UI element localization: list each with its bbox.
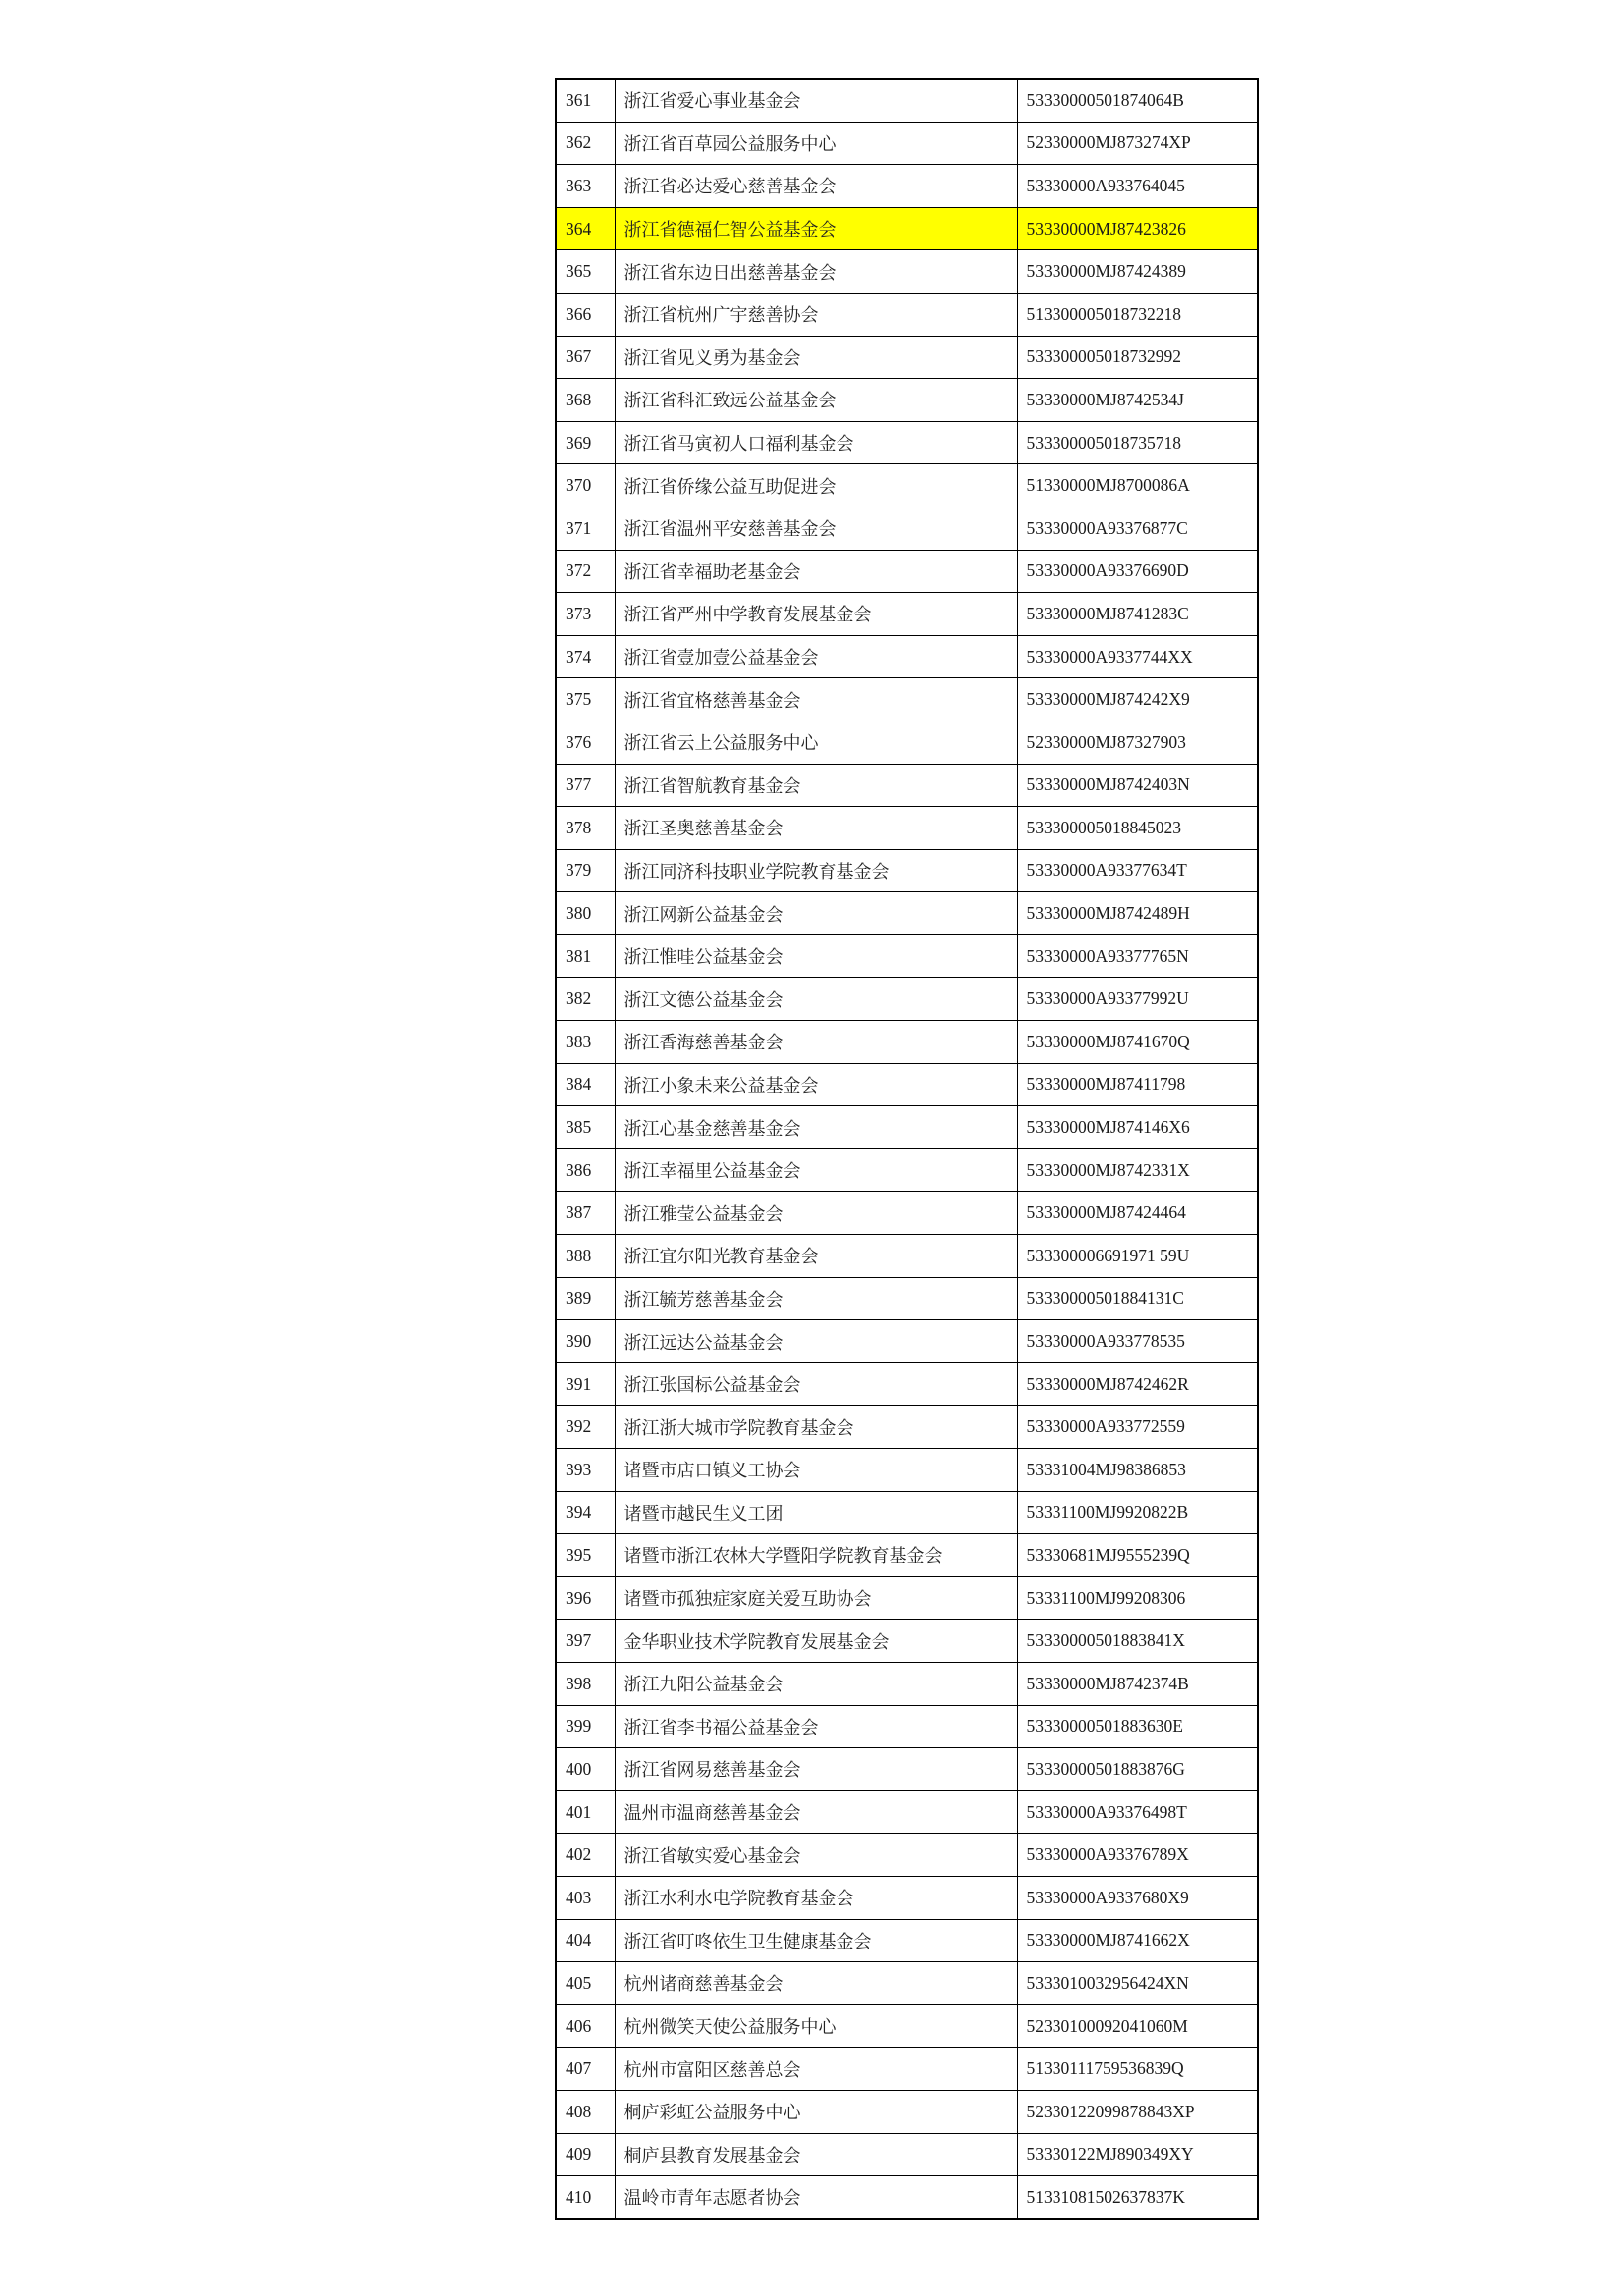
- table-row: [556, 464, 1258, 507]
- credit-code-cell: 53330000A9337744XX: [1017, 635, 1258, 678]
- row-number-cell: 394: [556, 1491, 615, 1534]
- table-row: [556, 379, 1258, 422]
- organization-name-cell: 浙江幸福里公益基金会: [615, 1148, 1017, 1192]
- organization-name-cell: 浙江毓芳慈善基金会: [615, 1277, 1017, 1320]
- row-number-cell: 364: [556, 207, 615, 250]
- credit-code-cell: 53330000MJ87411798: [1017, 1063, 1258, 1106]
- credit-code-cell: 53330681MJ9555239Q: [1017, 1534, 1258, 1577]
- table-row: [556, 165, 1258, 208]
- table-row: [556, 892, 1258, 935]
- credit-code-cell: 533300005018735718: [1017, 421, 1258, 464]
- row-number-cell: 379: [556, 849, 615, 892]
- credit-code-cell: 53330000501884131C: [1017, 1277, 1258, 1320]
- organization-name-cell: 诸暨市孤独症家庭关爱互助协会: [615, 1576, 1017, 1620]
- credit-code-cell: 53330000MJ8742331X: [1017, 1148, 1258, 1192]
- table-row: [556, 2090, 1258, 2133]
- table-row: [556, 1106, 1258, 1149]
- table-row: [556, 934, 1258, 978]
- row-number-cell: 384: [556, 1063, 615, 1106]
- organization-name-cell: 浙江水利水电学院教育基金会: [615, 1876, 1017, 1919]
- row-number-cell: 388: [556, 1235, 615, 1278]
- row-number-cell: 402: [556, 1834, 615, 1877]
- table-row: [556, 1362, 1258, 1406]
- credit-code-cell: 53330000501883630E: [1017, 1705, 1258, 1748]
- credit-code-cell: 53330000A933772559: [1017, 1406, 1258, 1449]
- row-number-cell: 383: [556, 1021, 615, 1064]
- organization-name-cell: 浙江省宜格慈善基金会: [615, 678, 1017, 721]
- organization-name-cell: 浙江省温州平安慈善基金会: [615, 507, 1017, 550]
- table-row: [556, 678, 1258, 721]
- table-row: [556, 593, 1258, 636]
- row-number-cell: 392: [556, 1406, 615, 1449]
- organization-name-cell: 浙江省幸福助老基金会: [615, 550, 1017, 593]
- table-row: [556, 1449, 1258, 1492]
- table-row: [556, 635, 1258, 678]
- row-number-cell: 404: [556, 1919, 615, 1962]
- organization-name-cell: 诸暨市店口镇义工协会: [615, 1449, 1017, 1492]
- row-number-cell: 409: [556, 2133, 615, 2176]
- organization-name-cell: 诸暨市浙江农林大学暨阳学院教育基金会: [615, 1534, 1017, 1577]
- table-row: [556, 1620, 1258, 1663]
- organization-name-cell: 浙江省网易慈善基金会: [615, 1748, 1017, 1791]
- credit-code-cell: 51330111759536839Q: [1017, 2048, 1258, 2091]
- credit-code-cell: 53330122MJ890349XY: [1017, 2133, 1258, 2176]
- organization-name-cell: 杭州微笑天使公益服务中心: [615, 2004, 1017, 2048]
- table-row: [556, 1790, 1258, 1834]
- credit-code-cell: 53330000MJ8742374B: [1017, 1662, 1258, 1705]
- table-row: [556, 2133, 1258, 2176]
- row-number-cell: 391: [556, 1362, 615, 1406]
- organization-name-cell: 浙江惟哇公益基金会: [615, 934, 1017, 978]
- organization-name-cell: 浙江省必达爱心慈善基金会: [615, 165, 1017, 208]
- organization-name-cell: 浙江香海慈善基金会: [615, 1021, 1017, 1064]
- row-number-cell: 408: [556, 2090, 615, 2133]
- credit-code-cell: 53330000MJ8742403N: [1017, 764, 1258, 807]
- organization-name-cell: 浙江省壹加壹公益基金会: [615, 635, 1017, 678]
- table-row: [556, 1662, 1258, 1705]
- credit-code-cell: 53330000MJ8741662X: [1017, 1919, 1258, 1962]
- row-number-cell: 366: [556, 293, 615, 336]
- organization-name-cell: 浙江省云上公益服务中心: [615, 721, 1017, 764]
- credit-code-cell: 53330000MJ8741670Q: [1017, 1021, 1258, 1064]
- row-number-cell: 405: [556, 1962, 615, 2005]
- row-number-cell: 363: [556, 165, 615, 208]
- row-number-cell: 387: [556, 1192, 615, 1235]
- table-row: [556, 1406, 1258, 1449]
- organization-name-cell: 浙江同济科技职业学院教育基金会: [615, 849, 1017, 892]
- organization-name-cell: 浙江省敏实爱心基金会: [615, 1834, 1017, 1877]
- credit-code-cell: 533300005018732992: [1017, 336, 1258, 379]
- row-number-cell: 382: [556, 978, 615, 1021]
- organization-name-cell: 浙江省杭州广宇慈善协会: [615, 293, 1017, 336]
- organization-name-cell: 浙江省东边日出慈善基金会: [615, 250, 1017, 294]
- organization-name-cell: 温州市温商慈善基金会: [615, 1790, 1017, 1834]
- row-number-cell: 398: [556, 1662, 615, 1705]
- table-row: [556, 721, 1258, 764]
- organization-name-cell: 浙江省德福仁智公益基金会: [615, 207, 1017, 250]
- credit-code-cell: 52330000MJ87327903: [1017, 721, 1258, 764]
- row-number-cell: 377: [556, 764, 615, 807]
- organization-name-cell: 浙江圣奥慈善基金会: [615, 807, 1017, 850]
- credit-code-cell: 53330000A93377634T: [1017, 849, 1258, 892]
- organization-name-cell: 杭州市富阳区慈善总会: [615, 2048, 1017, 2091]
- row-number-cell: 368: [556, 379, 615, 422]
- row-number-cell: 369: [556, 421, 615, 464]
- row-number-cell: 376: [556, 721, 615, 764]
- table-row: [556, 336, 1258, 379]
- table-row: [556, 1576, 1258, 1620]
- table-row: [556, 122, 1258, 165]
- credit-code-cell: 51331081502637837K: [1017, 2176, 1258, 2219]
- organization-name-cell: 浙江省严州中学教育发展基金会: [615, 593, 1017, 636]
- organization-name-cell: 浙江省侨缘公益互助促进会: [615, 464, 1017, 507]
- credit-code-cell: 53330000A933764045: [1017, 165, 1258, 208]
- credit-code-cell: 53330000A9337680X9: [1017, 1876, 1258, 1919]
- row-number-cell: 362: [556, 122, 615, 165]
- row-number-cell: 407: [556, 2048, 615, 2091]
- credit-code-cell: 533300006691971 59U: [1017, 1235, 1258, 1278]
- credit-code-cell: 53330000MJ874146X6: [1017, 1106, 1258, 1149]
- organization-name-cell: 杭州诸商慈善基金会: [615, 1962, 1017, 2005]
- organization-name-cell: 浙江浙大城市学院教育基金会: [615, 1406, 1017, 1449]
- credit-code-cell: 53330000A93377765N: [1017, 934, 1258, 978]
- organization-name-cell: 浙江文德公益基金会: [615, 978, 1017, 1021]
- row-number-cell: 370: [556, 464, 615, 507]
- credit-code-cell: 53330000501883841X: [1017, 1620, 1258, 1663]
- credit-code-cell: 53331100MJ9920822B: [1017, 1491, 1258, 1534]
- table-row: [556, 2176, 1258, 2219]
- organization-name-cell: 浙江省爱心事业基金会: [615, 79, 1017, 122]
- row-number-cell: 397: [556, 1620, 615, 1663]
- table-row: [556, 421, 1258, 464]
- table-row: [556, 1277, 1258, 1320]
- row-number-cell: 401: [556, 1790, 615, 1834]
- row-number-cell: 373: [556, 593, 615, 636]
- row-number-cell: 361: [556, 79, 615, 122]
- credit-code-cell: 53330000MJ87424389: [1017, 250, 1258, 294]
- organization-name-cell: 温岭市青年志愿者协会: [615, 2176, 1017, 2219]
- credit-code-cell: 53330000A93376877C: [1017, 507, 1258, 550]
- credit-code-cell: 53331004MJ98386853: [1017, 1449, 1258, 1492]
- table-row: [556, 2048, 1258, 2091]
- table-row: [556, 1876, 1258, 1919]
- organization-name-cell: 浙江远达公益基金会: [615, 1320, 1017, 1363]
- organization-name-cell: 浙江省科汇致远公益基金会: [615, 379, 1017, 422]
- credit-code-cell: 52330100092041060M: [1017, 2004, 1258, 2048]
- row-number-cell: 380: [556, 892, 615, 935]
- credit-code-cell: 53330000MJ87423826: [1017, 207, 1258, 250]
- organization-name-cell: 浙江宜尔阳光教育基金会: [615, 1235, 1017, 1278]
- organization-name-cell: 浙江网新公益基金会: [615, 892, 1017, 935]
- table-row: [556, 1063, 1258, 1106]
- row-number-cell: 381: [556, 934, 615, 978]
- organization-name-cell: 诸暨市越民生义工团: [615, 1491, 1017, 1534]
- organization-name-cell: 桐庐彩虹公益服务中心: [615, 2090, 1017, 2133]
- organization-name-cell: 浙江省叮咚依生卫生健康基金会: [615, 1919, 1017, 1962]
- row-number-cell: 390: [556, 1320, 615, 1363]
- table-row: [556, 1919, 1258, 1962]
- organization-table: [555, 78, 1259, 2220]
- row-number-cell: 372: [556, 550, 615, 593]
- organization-name-cell: 桐庐县教育发展基金会: [615, 2133, 1017, 2176]
- organization-name-cell: 浙江九阳公益基金会: [615, 1662, 1017, 1705]
- credit-code-cell: 53330000MJ8742534J: [1017, 379, 1258, 422]
- table-body: [556, 79, 1258, 2219]
- table-row: [556, 1148, 1258, 1192]
- table-row: [556, 250, 1258, 294]
- row-number-cell: 403: [556, 1876, 615, 1919]
- table-row: [556, 79, 1258, 122]
- table-row: [556, 507, 1258, 550]
- row-number-cell: 374: [556, 635, 615, 678]
- organization-name-cell: 浙江省李书福公益基金会: [615, 1705, 1017, 1748]
- table-row: [556, 2004, 1258, 2048]
- organization-name-cell: 浙江小象未来公益基金会: [615, 1063, 1017, 1106]
- row-number-cell: 400: [556, 1748, 615, 1791]
- organization-name-cell: 浙江心基金慈善基金会: [615, 1106, 1017, 1149]
- credit-code-cell: 53330000A93376789X: [1017, 1834, 1258, 1877]
- credit-code-cell: 53330000A933778535: [1017, 1320, 1258, 1363]
- row-number-cell: 365: [556, 250, 615, 294]
- credit-code-cell: 53330000MJ87424464: [1017, 1192, 1258, 1235]
- row-number-cell: 399: [556, 1705, 615, 1748]
- table-row: [556, 1962, 1258, 2005]
- table-row: [556, 1834, 1258, 1877]
- row-number-cell: 406: [556, 2004, 615, 2048]
- credit-code-cell: 51330000MJ8700086A: [1017, 464, 1258, 507]
- table-row: [556, 1021, 1258, 1064]
- table-row: [556, 293, 1258, 336]
- table-row: [556, 1320, 1258, 1363]
- row-number-cell: 386: [556, 1148, 615, 1192]
- row-number-cell: 367: [556, 336, 615, 379]
- credit-code-cell: 533300005018845023: [1017, 807, 1258, 850]
- credit-code-cell: 513300005018732218: [1017, 293, 1258, 336]
- credit-code-cell: 53330000501883876G: [1017, 1748, 1258, 1791]
- table-row: [556, 807, 1258, 850]
- credit-code-cell: 5333010032956424XN: [1017, 1962, 1258, 2005]
- row-number-cell: 378: [556, 807, 615, 850]
- credit-code-cell: 53330000MJ8742489H: [1017, 892, 1258, 935]
- table-row: [556, 1491, 1258, 1534]
- row-number-cell: 389: [556, 1277, 615, 1320]
- credit-code-cell: 53330000A93376498T: [1017, 1790, 1258, 1834]
- organization-name-cell: 浙江张国标公益基金会: [615, 1362, 1017, 1406]
- row-number-cell: 385: [556, 1106, 615, 1149]
- table-row: [556, 1192, 1258, 1235]
- organization-name-cell: 浙江省见义勇为基金会: [615, 336, 1017, 379]
- table-row: [556, 849, 1258, 892]
- organization-name-cell: 浙江省百草园公益服务中心: [615, 122, 1017, 165]
- credit-code-cell: 53330000MJ8741283C: [1017, 593, 1258, 636]
- credit-code-cell: 52330000MJ873274XP: [1017, 122, 1258, 165]
- organization-name-cell: 浙江雅莹公益基金会: [615, 1192, 1017, 1235]
- table-row: [556, 207, 1258, 250]
- table-row: [556, 1534, 1258, 1577]
- row-number-cell: 393: [556, 1449, 615, 1492]
- organization-name-cell: 浙江省马寅初人口福利基金会: [615, 421, 1017, 464]
- organization-name-cell: 金华职业技术学院教育发展基金会: [615, 1620, 1017, 1663]
- table-row: [556, 550, 1258, 593]
- table-row: [556, 1235, 1258, 1278]
- credit-code-cell: 53330000MJ8742462R: [1017, 1362, 1258, 1406]
- credit-code-cell: 53331100MJ99208306: [1017, 1576, 1258, 1620]
- credit-code-cell: 53330000501874064B: [1017, 79, 1258, 122]
- table-row: [556, 764, 1258, 807]
- row-number-cell: 371: [556, 507, 615, 550]
- table-row: [556, 1748, 1258, 1791]
- credit-code-cell: 53330000A93377992U: [1017, 978, 1258, 1021]
- table-row: [556, 1705, 1258, 1748]
- row-number-cell: 410: [556, 2176, 615, 2219]
- credit-code-cell: 52330122099878843XP: [1017, 2090, 1258, 2133]
- row-number-cell: 395: [556, 1534, 615, 1577]
- row-number-cell: 375: [556, 678, 615, 721]
- credit-code-cell: 53330000A93376690D: [1017, 550, 1258, 593]
- table-row: [556, 978, 1258, 1021]
- organization-name-cell: 浙江省智航教育基金会: [615, 764, 1017, 807]
- credit-code-cell: 53330000MJ874242X9: [1017, 678, 1258, 721]
- row-number-cell: 396: [556, 1576, 615, 1620]
